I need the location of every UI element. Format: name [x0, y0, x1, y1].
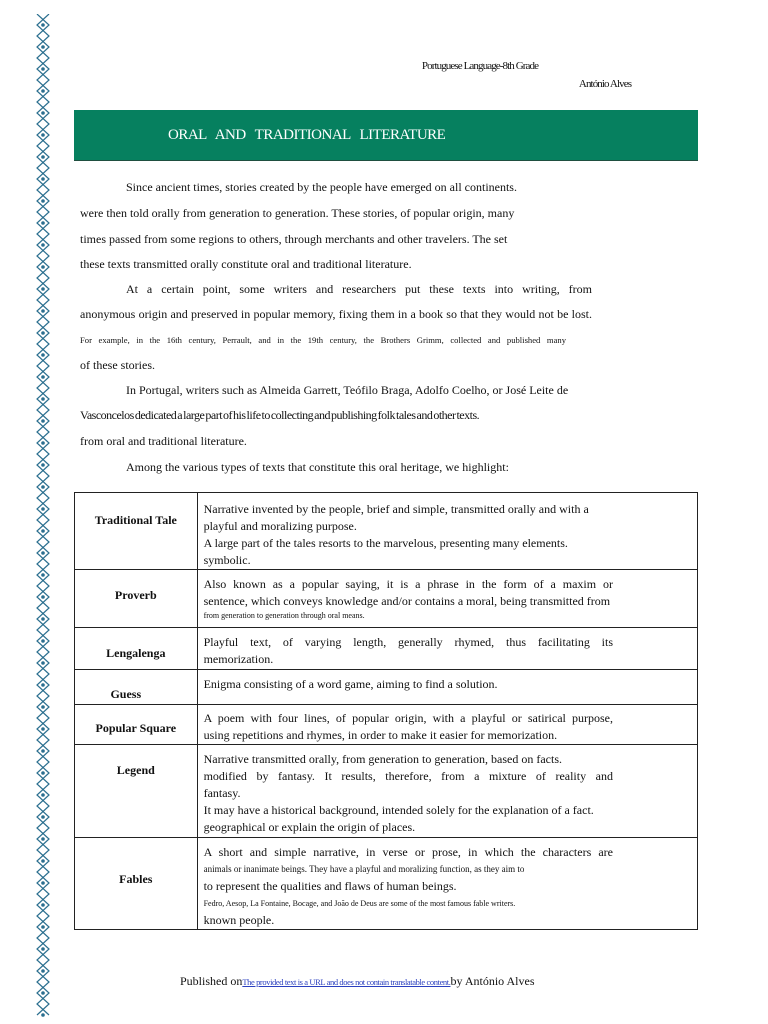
definition-cell	[197, 838, 697, 930]
table-row	[75, 570, 698, 628]
text-types-table	[74, 492, 698, 930]
table-row	[75, 705, 698, 745]
footer	[180, 974, 535, 989]
definition-line: Playful text, of varying length, generally rhymed, thus facilitating its	[203, 635, 613, 649]
definition-line: It may have a historical background, intended solely for the explanation of a fact.	[203, 803, 594, 817]
paragraph-line: In Portugal, writers such as Almeida Garrett, Teófilo Braga, Adolfo Coelho, or José Leite de	[126, 383, 569, 397]
paragraph-line: of these stories.	[80, 358, 155, 372]
term-label: Traditional Tale	[94, 513, 177, 527]
table-row	[75, 838, 698, 930]
definition-line: A large part of the tales resorts to the marvelous, presenting many elements.	[203, 536, 568, 550]
footer-author: by António Alves	[450, 974, 535, 988]
paragraph-line: Since ancient times, stories created by the people have emerged on all continents.	[126, 180, 517, 194]
definition-line: Also known as a popular saying, it is a phrase in the form of a maxim or	[203, 577, 613, 591]
paragraph-line: For example, in the 16th century, Perrault, and in the 19th century, the Brothers Grimm, collected and published many	[80, 335, 566, 345]
definition-line: playful and moralizing purpose.	[203, 519, 357, 533]
table-row	[75, 628, 698, 670]
paragraph-line: anonymous origin and preserved in popular memory, fixing them in a book so that they would not be lost.	[80, 307, 592, 321]
decorative-border	[28, 14, 58, 1020]
definition-cell	[197, 745, 697, 838]
definition-line: Narrative transmitted orally, from generation to generation, based on facts.	[203, 752, 563, 766]
term-cell	[75, 705, 198, 745]
paragraph-line: At a certain point, some writers and researchers put these texts into writing, from	[126, 282, 592, 296]
definition-line: known people.	[203, 913, 275, 927]
term-label: Guess	[110, 687, 142, 701]
table-row	[75, 670, 698, 705]
footer-link[interactable]: The provided text is a URL and does not contain translatable content.	[242, 977, 451, 987]
definition-cell	[197, 570, 697, 628]
header-subject: Portuguese Language-8th Grade	[421, 60, 539, 72]
footer-prefix: Published on	[180, 974, 243, 988]
paragraph-line: Vasconcelos dedicated a large part of his life to collecting and publishing folk tales and other texts.	[80, 408, 480, 422]
definition-cell	[197, 493, 697, 570]
definition-line: sentence, which conveys knowledge and/or contains a moral, being transmitted from	[203, 594, 611, 608]
definition-cell	[197, 628, 697, 670]
term-cell	[75, 670, 198, 705]
term-cell	[75, 493, 198, 570]
definition-line: using repetitions and rhymes, in order to make it easier for memorization.	[203, 728, 558, 742]
term-cell	[75, 745, 198, 838]
paragraph-line: were then told orally from generation to generation. These stories, of popular origin, many	[80, 206, 515, 220]
definition-line: geographical or explain the origin of places.	[203, 820, 416, 834]
definition-line: animals or inanimate beings. They have a playful and moralizing function, as they aim to	[203, 864, 525, 874]
paragraph-line: times passed from some regions to others, through merchants and other travelers. The set	[80, 232, 508, 246]
definition-line: Fedro, Aesop, La Fontaine, Bocage, and João de Deus are some of the most famous fable writers.	[203, 899, 516, 908]
definition-line: Narrative invented by the people, brief and simple, transmitted orally and with a	[203, 502, 589, 516]
definition-cell	[197, 705, 697, 745]
definition-line: Enigma consisting of a word game, aiming to find a solution.	[203, 677, 498, 691]
table-row	[75, 745, 698, 838]
term-cell	[75, 838, 198, 930]
page-title: ORAL AND TRADITIONAL LITERATURE	[168, 127, 446, 143]
definition-cell	[197, 670, 697, 705]
definition-line: A poem with four lines, of popular origin, with a playful or satirical purpose,	[203, 711, 613, 725]
definition-line: memorization.	[203, 652, 274, 666]
paragraph-line: these texts transmitted orally constitute oral and traditional literature.	[80, 257, 412, 271]
definition-line: to represent the qualities and flaws of human beings.	[203, 879, 457, 893]
table-row	[75, 493, 698, 570]
definition-line: from generation to generation through oral means.	[203, 611, 365, 620]
definition-line: A short and simple narrative, in verse or prose, in which the characters are	[203, 845, 613, 859]
header-author: António Alves	[578, 78, 632, 90]
definition-line: symbolic.	[203, 553, 251, 567]
term-label: Legend	[116, 763, 155, 777]
term-cell	[75, 628, 198, 670]
title-banner	[74, 110, 698, 161]
term-cell	[75, 570, 198, 628]
term-label: Fables	[119, 872, 153, 886]
term-label: Proverb	[114, 588, 157, 602]
definition-line: modified by fantasy. It results, therefore, from a mixture of reality and	[203, 769, 613, 783]
term-label: Popular Square	[95, 721, 177, 735]
definition-line: fantasy.	[203, 786, 241, 800]
term-label: Lengalenga	[106, 646, 166, 660]
paragraph-line: Among the various types of texts that constitute this oral heritage, we highlight:	[126, 460, 509, 474]
paragraph-line: from oral and traditional literature.	[80, 434, 247, 448]
